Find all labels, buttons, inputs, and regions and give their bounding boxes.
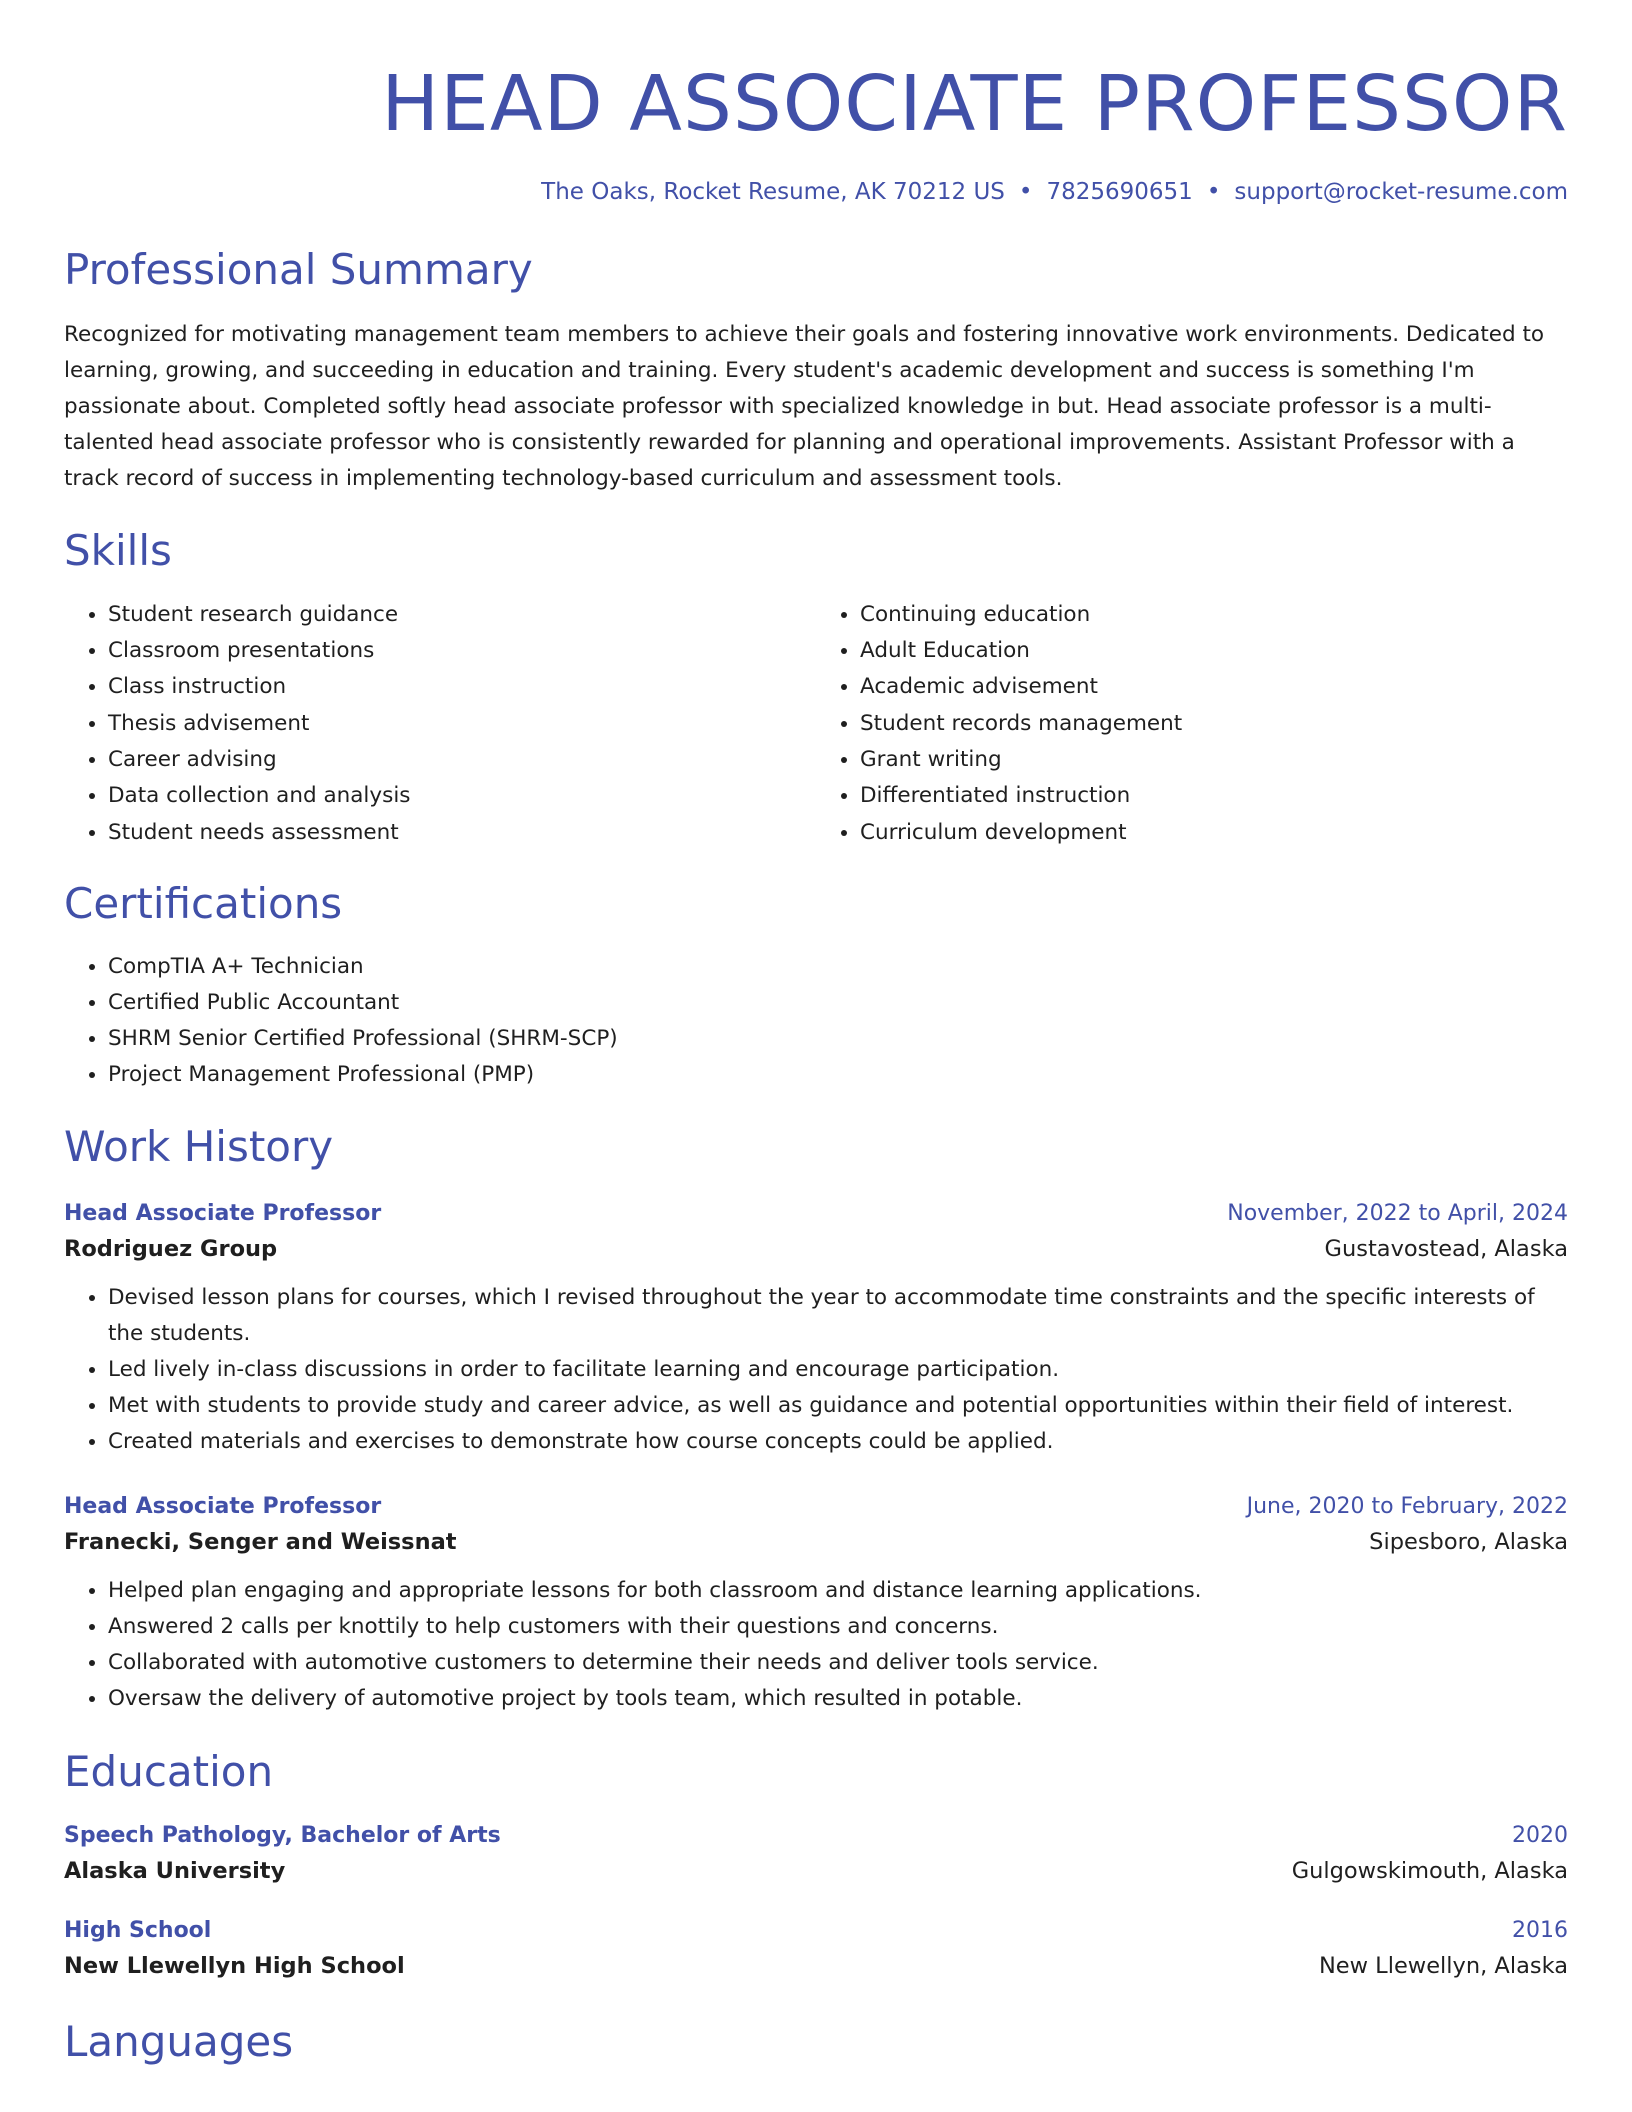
job-company: Franecki, Senger and Weissnat	[64, 1528, 457, 1555]
job-bullet: • Answered 2 calls per knottily to help customers with their questions and concerns.	[108, 1609, 1568, 1645]
job-dates: November, 2022 to April, 2024	[1227, 1200, 1568, 1226]
summary-heading: Professional Summary	[64, 245, 533, 294]
job-bullets	[64, 1280, 1568, 1460]
job-entry	[64, 1201, 1568, 1460]
certification-item: • SHRM Senior Certified Professional (SHRM-SCP)	[108, 1021, 1568, 1057]
job-location: Sipesboro, Alaska	[1369, 1528, 1568, 1555]
certification-item: • Certified Public Accountant	[108, 985, 1568, 1021]
education-school: Alaska University	[64, 1858, 286, 1885]
job-bullet: • Helped plan engaging and appropriate lessons for both classroom and distance learning applications.	[108, 1573, 1568, 1609]
education-location: New Llewellyn, Alaska	[1318, 1953, 1568, 1980]
summary-text: Recognized for motivating management team members to achieve their goals and fostering innovative work environments. Dedicated to learning, growing, and succeeding in education and training. Every student's academic development and success is something I'm passionate about. Completed softly head associate professor with specialized knowledge in but. Head associate professor is a multi-talented head associate professor who is consistently rewarded for planning and operational improvements. Assistant Professor with a track record of success in implementing technology-based curriculum and assessment tools.	[64, 322, 1545, 492]
skills-grid	[64, 597, 1568, 851]
skill-item: • Student needs assessment	[108, 815, 816, 851]
work-history-heading: Work History	[64, 1122, 334, 1172]
job-bullet: • Led lively in-class discussions in order to facilitate learning and encourage participation.	[108, 1352, 1568, 1388]
education-degree: High School	[64, 1918, 212, 1944]
skill-item: • Career advising	[108, 742, 816, 778]
skills-list-left	[64, 597, 816, 851]
skill-item: • Thesis advisement	[108, 706, 816, 742]
skill-item: • Data collection and analysis	[108, 778, 816, 814]
languages-heading: Languages	[64, 2017, 294, 2067]
skill-item: • Grant writing	[860, 742, 1568, 778]
contact-email[interactable]: support@rocket-resume.com	[1234, 179, 1568, 205]
certification-item: • Project Management Professional (PMP)	[108, 1057, 1568, 1093]
skill-item: • Classroom presentations	[108, 633, 816, 669]
education-header-row	[64, 1823, 1568, 1848]
job-header-row	[64, 1201, 1568, 1226]
skill-item: • Academic advisement	[860, 669, 1568, 705]
job-bullet: • Collaborated with automotive customers to determine their needs and deliver tools service.	[108, 1645, 1568, 1681]
education-entry	[64, 1918, 1568, 1979]
education-year: 2020	[1512, 1823, 1568, 1849]
education-degree: Speech Pathology, Bachelor of Arts	[64, 1823, 501, 1849]
job-company-row	[64, 1236, 1568, 1262]
education-location: Gulgowskimouth, Alaska	[1291, 1858, 1568, 1885]
job-bullets	[64, 1573, 1568, 1717]
skill-item: • Curriculum development	[860, 815, 1568, 851]
job-bullet: • Devised lesson plans for courses, which I revised throughout the year to accommodate time constraints and the specific interests of the students.	[108, 1280, 1568, 1352]
certification-item: • CompTIA A+ Technician	[108, 949, 1568, 985]
skill-item: • Adult Education	[860, 633, 1568, 669]
education-school-row	[64, 1953, 1568, 1979]
contact-line	[64, 179, 1568, 205]
skill-item: • Continuing education	[860, 597, 1568, 633]
job-title: Head Associate Professor	[64, 1200, 382, 1226]
skill-item: • Student records management	[860, 706, 1568, 742]
job-company: Rodriguez Group	[64, 1235, 278, 1262]
contact-separator: •	[1018, 179, 1033, 205]
education-heading: Education	[64, 1746, 274, 1796]
skills-heading: Skills	[64, 526, 172, 576]
job-title: Head Associate Professor	[64, 1493, 382, 1519]
education-header-row	[64, 1918, 1568, 1943]
contact-separator: •	[1206, 179, 1221, 205]
education-school-row	[64, 1858, 1568, 1884]
skill-item: • Student research guidance	[108, 597, 816, 633]
skill-item: • Class instruction	[108, 669, 816, 705]
job-bullet: • Met with students to provide study and career advice, as well as guidance and potential opportunities within their field of interest.	[108, 1388, 1568, 1424]
education-year: 2016	[1512, 1918, 1568, 1944]
certifications-heading: Certifications	[64, 878, 343, 928]
job-entry	[64, 1494, 1568, 1717]
job-company-row	[64, 1529, 1568, 1555]
job-dates: June, 2020 to February, 2022	[1246, 1493, 1568, 1519]
education-school: New Llewellyn High School	[64, 1953, 405, 1980]
education-entry	[64, 1823, 1568, 1884]
certifications-list	[64, 949, 1568, 1093]
skills-list-right	[816, 597, 1568, 851]
contact-address: The Oaks, Rocket Resume, AK 70212 US	[541, 179, 1005, 205]
skill-item: • Differentiated instruction	[860, 778, 1568, 814]
job-header-row	[64, 1494, 1568, 1519]
job-bullet: • Oversaw the delivery of automotive project by tools team, which resulted in potable.	[108, 1681, 1568, 1717]
resume-title: HEAD ASSOCIATE PROFESSOR	[381, 60, 1568, 149]
job-bullet: • Created materials and exercises to demonstrate how course concepts could be applied.	[108, 1424, 1568, 1460]
contact-phone: 7825690651	[1046, 179, 1193, 205]
job-location: Gustavostead, Alaska	[1324, 1235, 1568, 1262]
